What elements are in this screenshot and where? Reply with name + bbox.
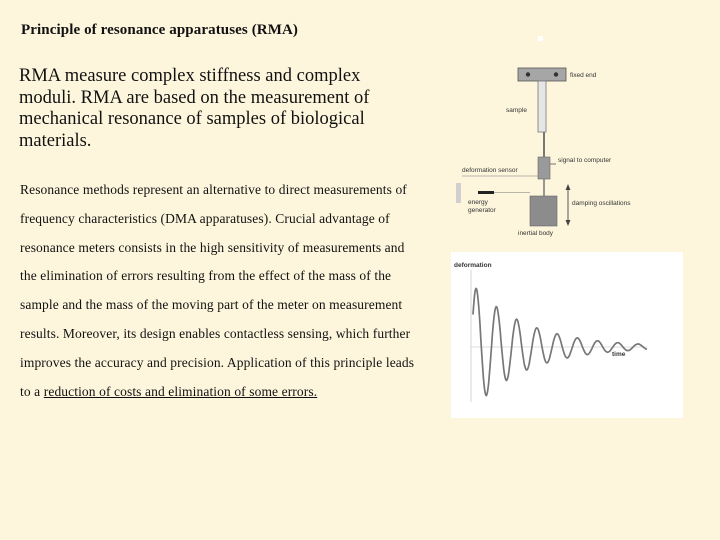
clamp-bolt-left (526, 72, 530, 76)
damping-chart (451, 252, 683, 418)
label-energy: energy (468, 199, 488, 206)
label-sample: sample (506, 107, 527, 114)
chart-xlabel: time (612, 351, 626, 358)
lead-paragraph: RMA measure complex stiffness and complex moduli. RMA are based on the measurement of mechanical resonance of samples of biological materials. (19, 66, 370, 151)
sample-rod (538, 81, 546, 132)
label-fixed-end: fixed end (570, 72, 597, 79)
sensor-block (538, 157, 550, 179)
body-underlined-text: reduction of costs and elimination of some errors. (43, 383, 318, 399)
inertial-body (530, 196, 557, 226)
damping-arrow-head-up (566, 184, 571, 190)
slide-title: Principle of resonance apparatuses (RMA) (21, 22, 299, 38)
damping-arrow-head-down (566, 220, 571, 226)
fixed-end-clamp (518, 68, 566, 81)
chart-ylabel: deformation (454, 262, 492, 269)
label-inertial-body: inertial body (518, 230, 554, 237)
body-paragraph (20, 176, 420, 406)
label-deformation-sensor: deformation sensor (462, 167, 518, 174)
label-generator: generator (468, 207, 496, 214)
label-damping-oscillations: damping oscillations (572, 200, 631, 207)
damped-wave (473, 289, 647, 396)
apparatus-diagram (452, 52, 662, 242)
body-main-text: Resonance methods represent an alternative to direct measurements of frequency characteristics (DMA apparatuses). Crucial advantage of resonance meters consists in the high sensitivity of measurements and the elimination of errors resulting from the effect of the mass of the sample and the mass of the moving part of the meter on measurement results. Moreover, its design enables contactless sensing, which further improves the accuracy and precision. Application of this principle leads to a (20, 182, 415, 399)
energy-generator-plate (478, 191, 494, 194)
decorative-marker (538, 36, 543, 41)
clamp-bolt-right (554, 72, 558, 76)
label-signal-to-computer: signal to computer (558, 157, 612, 164)
energy-generator-bar (456, 183, 461, 203)
